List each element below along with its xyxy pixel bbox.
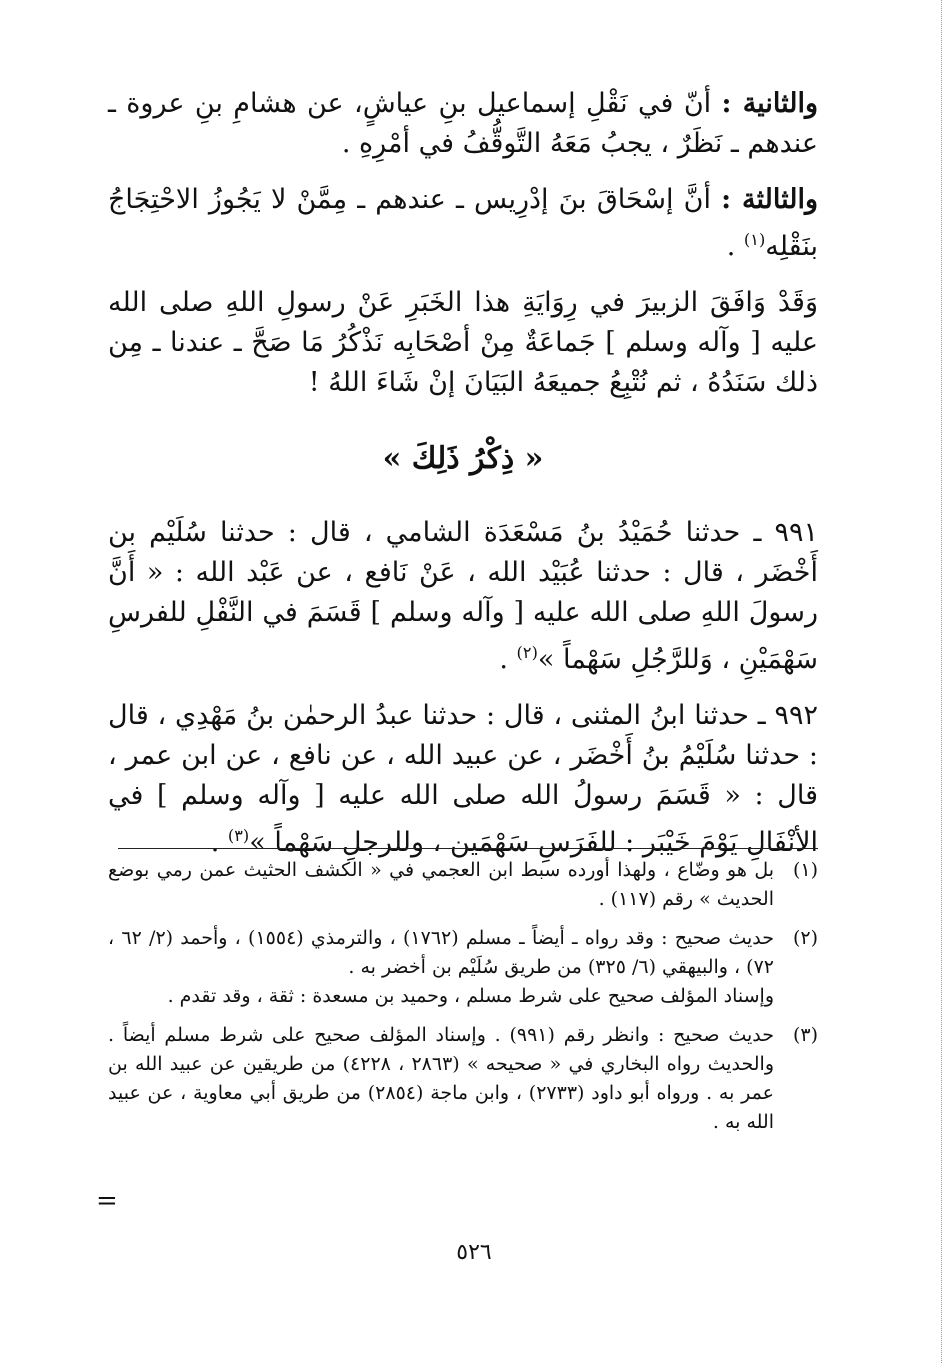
page-edge-scan-line <box>941 0 942 1363</box>
hadith-end: . <box>210 827 228 858</box>
footnote-ref: (٢) <box>516 643 538 662</box>
footnote <box>108 1021 818 1137</box>
footnote-line: بل هو وضّاع ، ولهذا أورده سبط ابن العجمي في « الكشف الحثيث عمن رمي بوضع الحديث » رقم (١١٧) . <box>108 859 774 910</box>
paragraph-text: أنّ في نَقْلِ إسماعيل بنِ عياشٍ، عن هشامِ بنِ عروة ـ عندهم ـ نَظَرٌ ، يجبُ مَعَهُ التَّوقُّفُ في أمْرِهِ . <box>108 88 818 159</box>
continuation-mark: = <box>96 1186 118 1216</box>
footnote-ref: (٣) <box>227 826 250 845</box>
footnote-number: (٢) <box>792 927 818 949</box>
footnote-body <box>108 1021 774 1137</box>
page-number: ٥٢٦ <box>456 1240 492 1265</box>
paragraph-lead: والثانية : <box>721 88 818 119</box>
paragraph-lead: والثالثة : <box>721 184 818 215</box>
main-text <box>108 84 818 879</box>
paragraph-text: وَقَدْ وَافَقَ الزبيرَ في رِوَايَةِ هذا الخَبَرِ عَنْ رسولِ اللهِ صلى الله عليه [ وآله وسلم ] جَماعَةٌ مِنْ أصْحَابِه نَذْكُرُ مَا صَحَّ ـ عندنا ـ مِن ذلك سَنَدُهُ ، ثم نُتْبِعُ جميعَهُ البَيَانَ إنْ شَاءَ اللهُ ! <box>108 287 818 398</box>
paragraph-narration-intro <box>108 283 818 403</box>
paragraph-second-point <box>108 84 818 164</box>
footnote-body <box>108 924 774 1011</box>
footnote <box>108 924 818 1011</box>
footnote-number: (٣) <box>792 1024 818 1046</box>
section-heading: « ذِكْرُ ذَلِكَ » <box>382 441 544 476</box>
paragraph-end: . <box>726 231 744 262</box>
footnotes <box>108 856 818 1147</box>
hadith-991 <box>108 513 818 680</box>
paragraph-text: أنَّ إسْحَاقَ بنَ إدْرِيس ـ عندهم ـ مِمَّنْ لا يَجُوزُ الاحْتِجَاجُ بنَقْلِه <box>108 184 818 262</box>
hadith-text: ٩٩١ ـ حدثنا حُمَيْدُ بنُ مَسْعَدَة الشامي ، قال : حدثنا سُلَيْم بن أَخْضَر ، قال : حدثنا عُبَيْد الله ، عَنْ نَافع ، عن عَبْد الله : « أَنَّ رسولَ اللهِ صلى الله عليه [ وآله وسلم ] قَسَمَ في النَّفْلِ للفرسِ سَهْمَيْنِ ، وَللرَّجُلِ سَهْماً » <box>108 517 818 675</box>
footnote <box>108 856 818 914</box>
footnote-line: حديث صحيح : وقد رواه ـ أيضاً ـ مسلم (١٧٦٢) ، والترمذي (١٥٥٤) ، وأحمد (٢/ ٦٢ ، ٧٢) ، والبيهقي (٦/ ٣٢٥) من طريق سُلَيْم بن أخضر به . <box>108 927 775 978</box>
footnote-separator <box>118 848 818 849</box>
footnote-line: حديث صحيح : وانظر رقم (٩٩١) . وإسناد المؤلف صحيح على شرط مسلم أيضاً . والحديث رواه البخاري في « صحيحه » (٢٨٦٣ ، ٤٢٢٨) من طريقين عن عبيد الله بن عمر به . ورواه أبو داود (٢٧٣٣) ، وابن ماجة (٢٨٥٤) من طريق أبي معاوية ، عن عبيد الله به . <box>108 1024 774 1133</box>
footnote-ref: (١) <box>743 230 766 249</box>
hadith-text: ٩٩٢ ـ حدثنا ابنُ المثنى ، قال : حدثنا عبدُ الرحمٰن بنُ مَهْدِي ، قال : حدثنا سُلَيْمُ بنُ أَخْضَر ، عن عبيد الله ، عن نافع ، عن ابن عمر ، قال : « قَسَمَ رسولُ الله صلى الله عليه [ وآله وسلم ] في الأنْفَالِ يَوْمَ خَيْبَر : للفَرَسِ سَهْمَين ، وللرجلِ سَهْماً » <box>108 700 818 858</box>
hadith-end: . <box>499 644 517 675</box>
footnote-body <box>108 856 774 914</box>
footnote-line: وإسناد المؤلف صحيح على شرط مسلم ، وحميد بن مسعدة : ثقة ، وقد تقدم . <box>167 985 774 1007</box>
hadith-992 <box>108 696 818 863</box>
footnote-number: (١) <box>792 859 818 881</box>
paragraph-third-point <box>108 180 818 267</box>
